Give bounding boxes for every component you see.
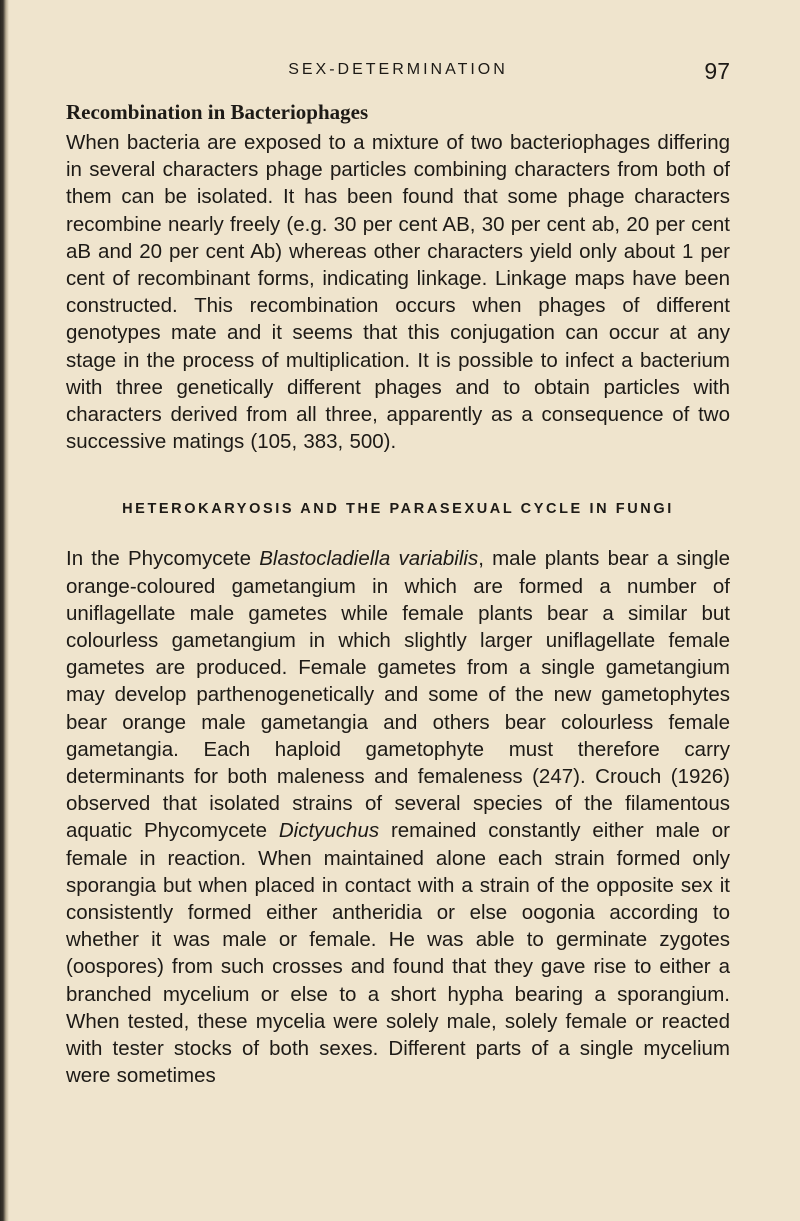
- book-spine-edge: [0, 0, 9, 1221]
- paragraph-recombination: When bacteria are exposed to a mixture of two bacteriophages differing in several characters phage particles combining characters from both of them can be isolated. It has been found that some phage characters recombine nearly freely (e.g. 30 per cent AB, 30 per cent ab, 20 per cent aB and 20 per cent Ab) whereas other characters yield only about 1 per cent of recombinant forms, indicating linkage. Linkage maps have been constructed. This recombination occurs when phages of different genotypes mate and it seems that this conjugation can occur at any stage in the process of multiplication. It is possible to infect a bacterium with three genetically different phages and to obtain particles with characters derived from all three, apparently as a consequence of two successive matings (105, 383, 500).: [66, 131, 730, 454]
- paragraph-text: remained constantly either male or female in reaction. When maintained alone each strain formed only sporangia but when placed in contact with a strain of the opposite sex it consistently formed either antheridia or else oogonia according to whether it was male or female. He was able to germinate zygotes (oospores) from such crosses and found that they gave rise to either a branched mycelium or else to a short hypha bearing a sporangium. When tested, these mycelia were solely male, solely female or reacted with tester stocks of both sexes. Different parts of a single mycelium were sometimes: [66, 819, 731, 1088]
- paragraph-text: In the Phycomycete: [66, 547, 260, 571]
- section-subheading: Recombination in Bacteriophages: [66, 100, 369, 124]
- species-name: Blastocladiella variabilis: [259, 547, 479, 571]
- species-name: Dictyuchus: [278, 819, 380, 843]
- running-title: SEX-DETERMINATION: [288, 61, 508, 78]
- page-number: 97: [704, 58, 730, 84]
- page-body: [66, 97, 730, 1090]
- paragraph-heterokaryosis: [66, 545, 730, 1089]
- running-header: [66, 58, 730, 86]
- section-heading: HETEROKARYOSIS AND THE PARASEXUAL CYCLE IN FUNGI: [122, 501, 674, 518]
- paragraph-text: , male plants bear a single orange-coloured gametangium in which are formed a number of uniflagellate male gametes while female plants bear a similar but colourless gametangium in which slightly larger uniflagellate female gametes are produced. Female gametes from a single gametangium may develop parthenogenetically and some of the new gametophytes bear orange male gametangia and others bear colourless female gametangia. Each haploid gametophyte must therefore carry determinants for both maleness and femaleness (247). Crouch (1926) observed that isolated strains of several species of the filamentous aquatic Phycomycete: [66, 547, 730, 843]
